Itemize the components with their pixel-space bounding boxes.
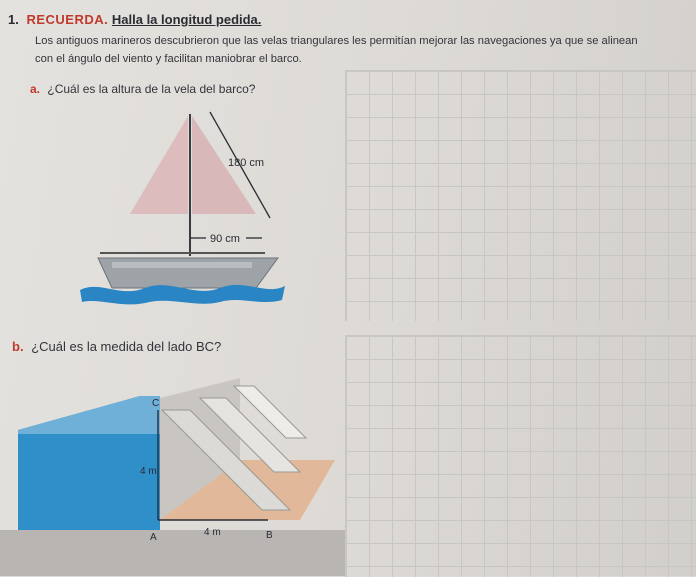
height-label: 4 m (140, 466, 157, 477)
question-a (30, 82, 255, 96)
vertex-a-label: A (150, 532, 157, 543)
exercise-title (8, 12, 261, 27)
question-a-letter: a. (30, 82, 41, 96)
answer-grid-a[interactable] (345, 70, 696, 321)
vertex-c-label: C (152, 398, 160, 409)
vertex-b-label: B (266, 530, 273, 541)
pool-water-surface (18, 396, 160, 434)
exercise-number: 1. (8, 12, 19, 27)
pool-stairs-figure (0, 370, 340, 576)
answer-grid-b[interactable] (345, 335, 696, 577)
base-label: 4 m (204, 527, 221, 538)
base-label: 90 cm (210, 233, 240, 245)
intro-text-line-2: con el ángulo del viento y facilitan maniobrar el barco. (35, 53, 302, 65)
question-b-text: ¿Cuál es la medida del lado BC? (31, 339, 222, 354)
recuerda-tag: RECUERDA. (26, 12, 109, 27)
intro-text-line-1: Los antiguos marineros descubrieron que las velas triangulares les permitían mejorar las navegaciones ya que se alinean (35, 35, 638, 47)
sailboat-figure (60, 100, 290, 310)
exercise-instruction: Halla la longitud pedida. (111, 12, 262, 27)
question-a-text: ¿Cuál es la altura de la vela del barco? (47, 82, 256, 96)
left-sail (130, 116, 188, 214)
pool-deck (0, 530, 345, 576)
hull-stripe (112, 262, 252, 268)
question-b (12, 339, 221, 354)
question-b-letter: b. (12, 339, 24, 354)
hypotenuse-label: 180 cm (228, 157, 265, 169)
